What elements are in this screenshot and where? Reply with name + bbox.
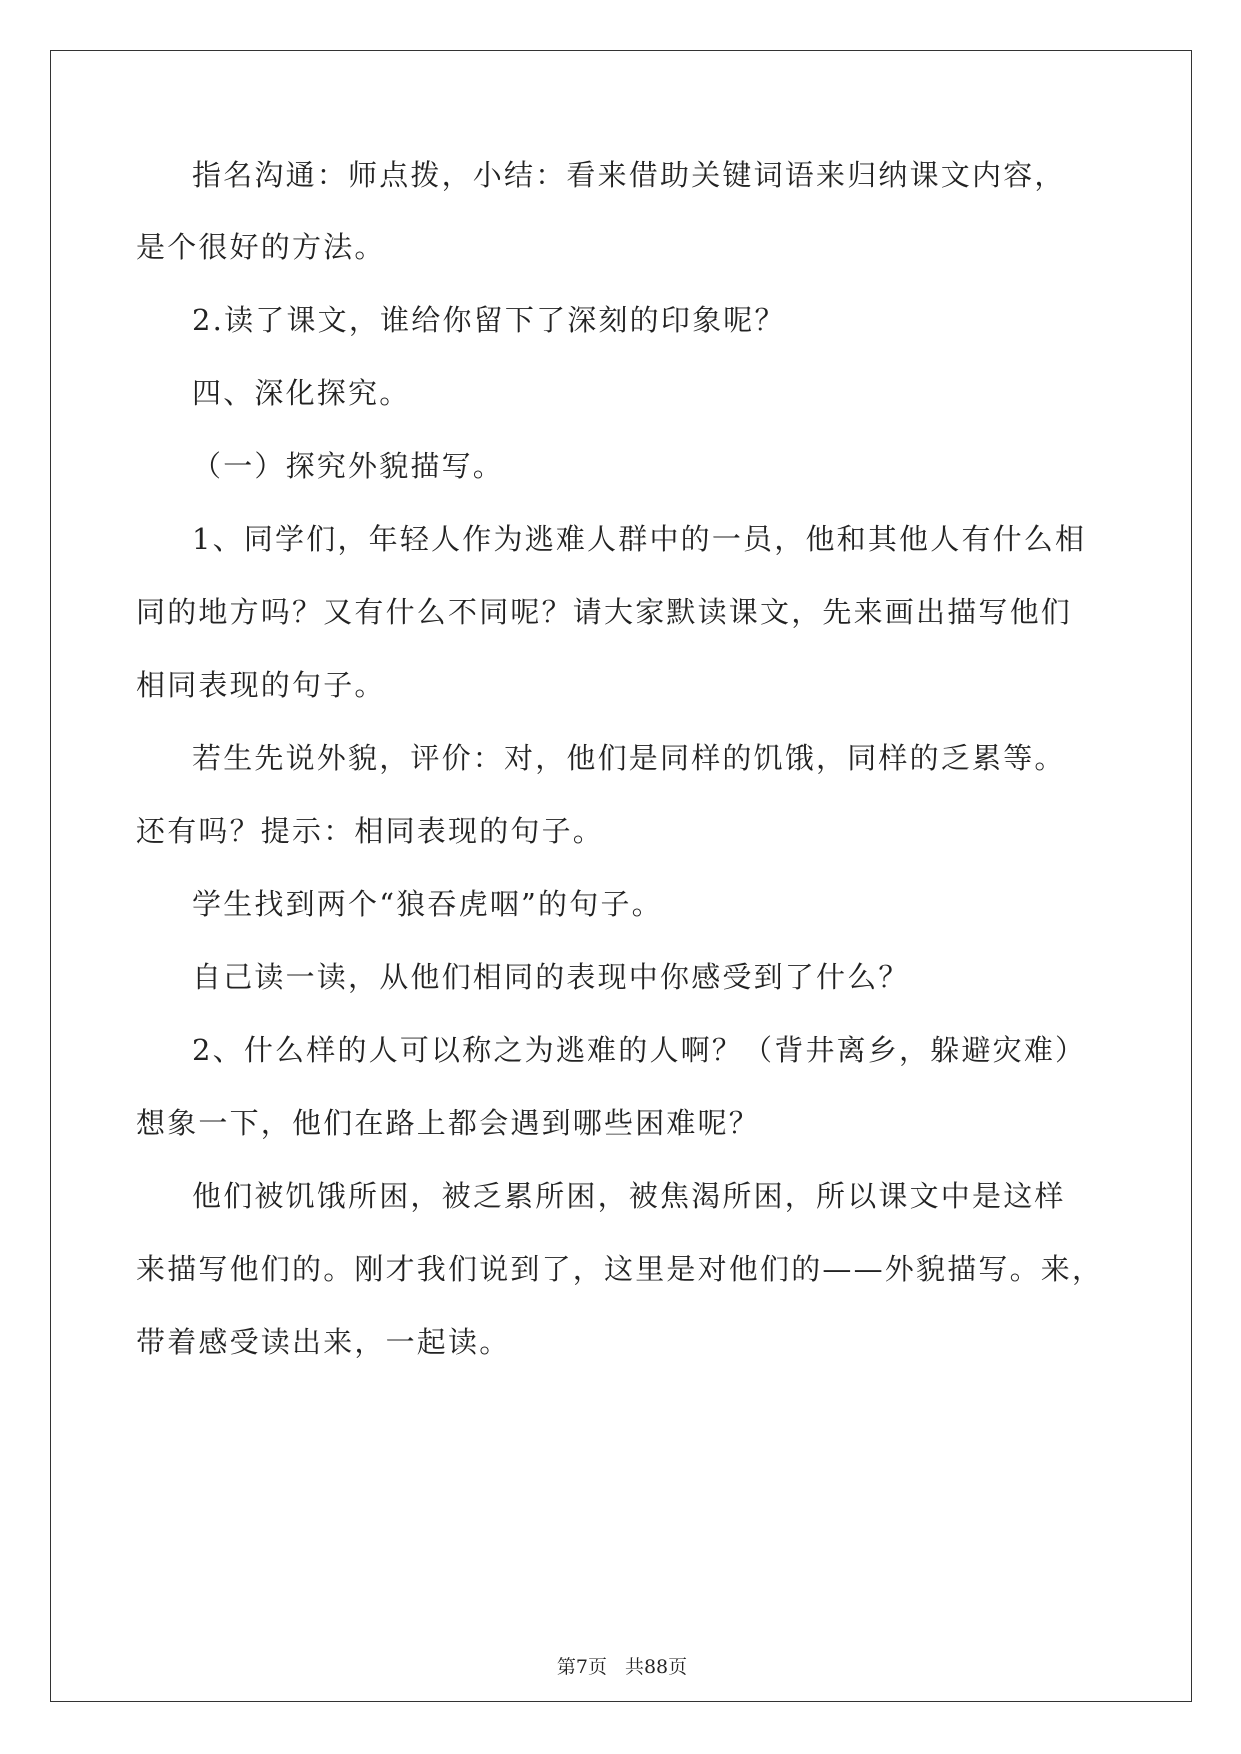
paragraph-line: 想象一下，他们在路上都会遇到哪些困难呢？ <box>136 1106 761 1140</box>
paragraph-line: 还有吗？提示：相同表现的句子。 <box>136 814 605 848</box>
page-frame <box>50 50 1192 1702</box>
subsection-heading: （一）探究外貌描写。 <box>192 449 505 483</box>
paragraph-line: 同的地方吗？又有什么不同呢？请大家默读课文，先来画出描写他们 <box>136 595 1073 629</box>
paragraph-line: 学生找到两个“狼吞虎咽”的句子。 <box>192 887 663 921</box>
paragraph-line: 相同表现的句子。 <box>136 668 386 702</box>
paragraph-line: 自己读一读，从他们相同的表现中你感受到了什么？ <box>192 960 910 994</box>
paragraph-line: 来描写他们的。刚才我们说到了，这里是对他们的——外貌描写。来， <box>136 1252 1104 1286</box>
paragraph-line: 2、什么样的人可以称之为逃难的人啊？（背井离乡，躲避灾难） <box>192 1033 1087 1067</box>
page-number: 第7页 <box>556 1656 607 1678</box>
paragraph-line: 带着感受读出来，一起读。 <box>136 1325 511 1359</box>
page-total: 共88页 <box>624 1656 688 1678</box>
paragraph-line: 若生先说外貌，评价：对，他们是同样的饥饿，同样的乏累等。 <box>192 741 1066 775</box>
paragraph-line: 是个很好的方法。 <box>136 230 386 264</box>
paragraph-line: 他们被饥饿所困，被乏累所困，被焦渴所困，所以课文中是这样 <box>192 1179 1066 1213</box>
page-footer <box>51 1655 1193 1679</box>
paragraph-line: 2.读了课文，谁给你留下了深刻的印象呢？ <box>192 303 786 337</box>
paragraph-line: 1、同学们，年轻人作为逃难人群中的一员，他和其他人有什么相 <box>192 522 1087 556</box>
section-heading: 四、深化探究。 <box>192 376 411 410</box>
paragraph-line: 指名沟通：师点拨，小结：看来借助关键词语来归纳课文内容， <box>192 158 1066 192</box>
